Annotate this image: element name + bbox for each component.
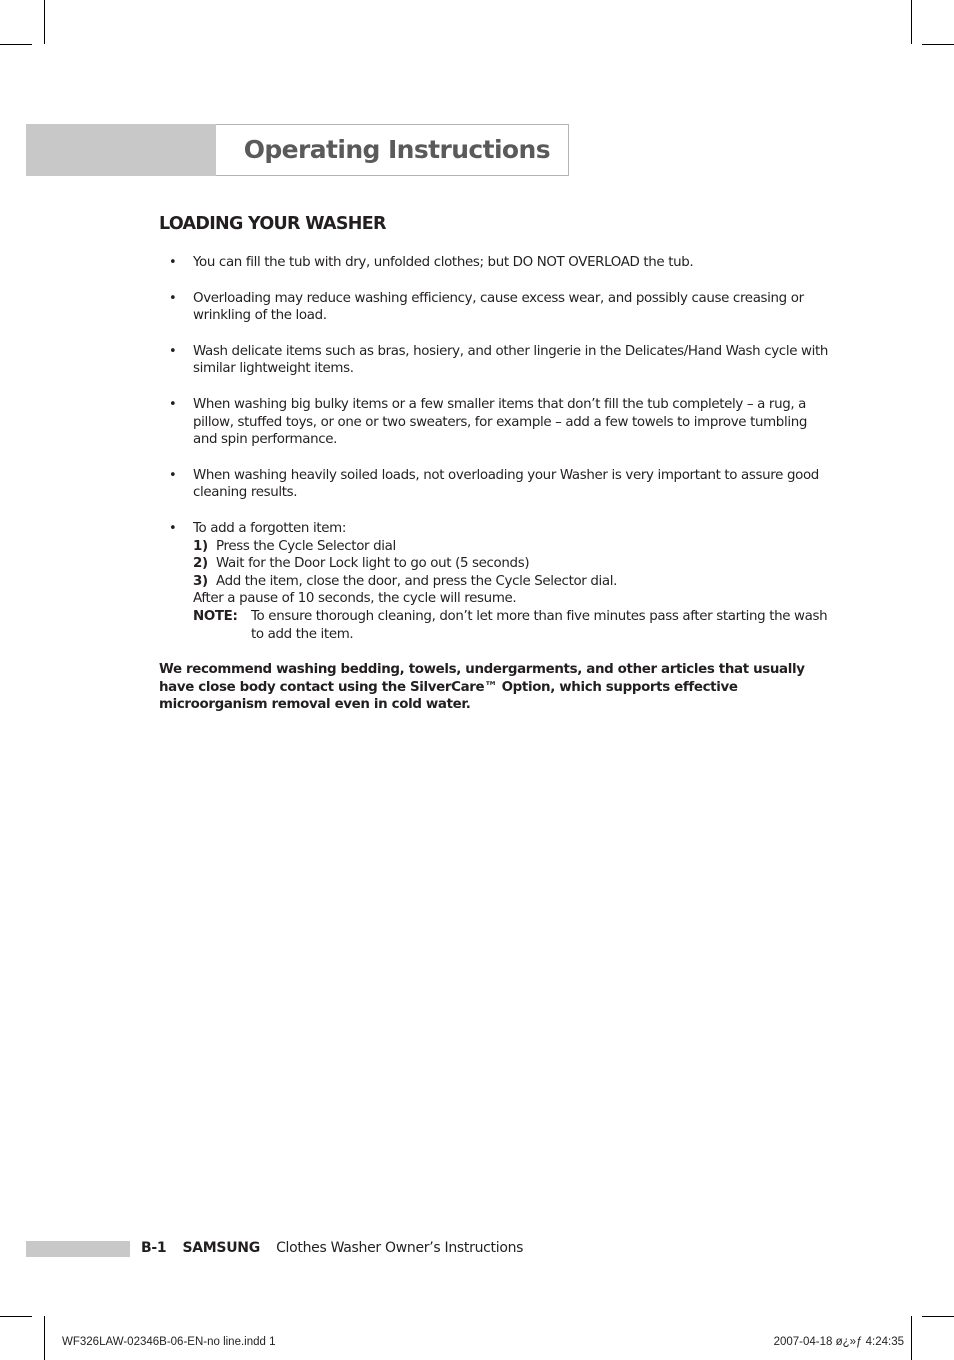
list-item	[159, 396, 831, 449]
list-item	[159, 467, 831, 502]
instruction-list	[159, 254, 831, 643]
list-item-text: When washing big bulky items or a few smaller items that don’t fill the tub completely – a rug, a pillow, stuffed toys, or one or two sweaters, for example – add a few towels to improve tumbling and spin performance.	[193, 396, 807, 448]
step-number: 2)	[193, 556, 208, 572]
crop-mark	[0, 1316, 32, 1317]
main-content	[159, 212, 831, 727]
footer-gray-band	[26, 1241, 130, 1257]
note	[193, 608, 831, 643]
step-text: Wait for the Door Lock light to go out (5 seconds)	[216, 556, 530, 572]
crop-mark	[44, 0, 45, 44]
note-text: To ensure thorough cleaning, don’t let more than five minutes pass after starting the wash to add the item.	[251, 608, 828, 642]
step-item	[193, 538, 831, 556]
list-item-text: Overloading may reduce washing efficiency, cause excess wear, and possibly cause creasing or wrinkling of the load.	[193, 290, 804, 324]
step-number: 1)	[193, 538, 208, 554]
bullet-icon: •	[169, 467, 177, 483]
page-footer	[141, 1240, 523, 1256]
brand-name: SAMSUNG	[182, 1240, 260, 1256]
bullet-icon: •	[169, 520, 177, 536]
list-item	[159, 343, 831, 378]
crop-mark	[922, 1316, 954, 1317]
crop-mark	[911, 1316, 912, 1360]
resume-text: After a pause of 10 seconds, the cycle will resume.	[193, 591, 517, 607]
section-title: LOADING YOUR WASHER	[159, 214, 386, 234]
slug-filename: WF326LAW-02346B-06-EN-no line.indd 1	[62, 1336, 276, 1348]
document-title: Clothes Washer Owner’s Instructions	[276, 1240, 524, 1256]
step-text: Press the Cycle Selector dial	[216, 538, 396, 554]
list-item-forgotten	[159, 520, 831, 643]
crop-mark	[44, 1316, 45, 1360]
step-list	[193, 538, 831, 591]
recommendation-text: We recommend washing bedding, towels, undergarments, and other articles that usually have close body contact using the SilverCare™ Option, which supports effective microorganism removal even in cold water.	[159, 662, 805, 713]
list-item-text: You can fill the tub with dry, unfolded clothes; but DO NOT OVERLOAD the tub.	[193, 255, 694, 270]
list-item	[159, 254, 831, 272]
list-item	[159, 290, 831, 325]
crop-mark	[0, 44, 32, 45]
forgotten-intro: To add a forgotten item:	[193, 520, 346, 536]
step-number: 3)	[193, 573, 208, 589]
bullet-icon: •	[169, 290, 177, 306]
header-title-box	[216, 124, 569, 176]
note-label: NOTE:	[193, 608, 238, 624]
step-item	[193, 555, 831, 573]
step-text: Add the item, close the door, and press the Cycle Selector dial.	[216, 573, 618, 589]
step-item	[193, 573, 831, 591]
list-item-text: When washing heavily soiled loads, not overloading your Washer is very important to assure good cleaning results.	[193, 467, 819, 501]
bullet-icon: •	[169, 255, 177, 270]
crop-mark	[922, 44, 954, 45]
bullet-icon: •	[169, 396, 177, 412]
header-gray-band	[26, 124, 216, 176]
slug-timestamp: 2007-04-18 ø¿»ƒ 4:24:35	[773, 1336, 904, 1348]
bullet-icon: •	[169, 343, 177, 359]
page-number: B-1	[141, 1240, 167, 1256]
list-item-text: Wash delicate items such as bras, hosiery, and other lingerie in the Delicates/Hand Wash cycle with similar lightweight items.	[193, 343, 828, 377]
crop-mark	[911, 0, 912, 44]
page-title: Operating Instructions	[243, 135, 550, 164]
